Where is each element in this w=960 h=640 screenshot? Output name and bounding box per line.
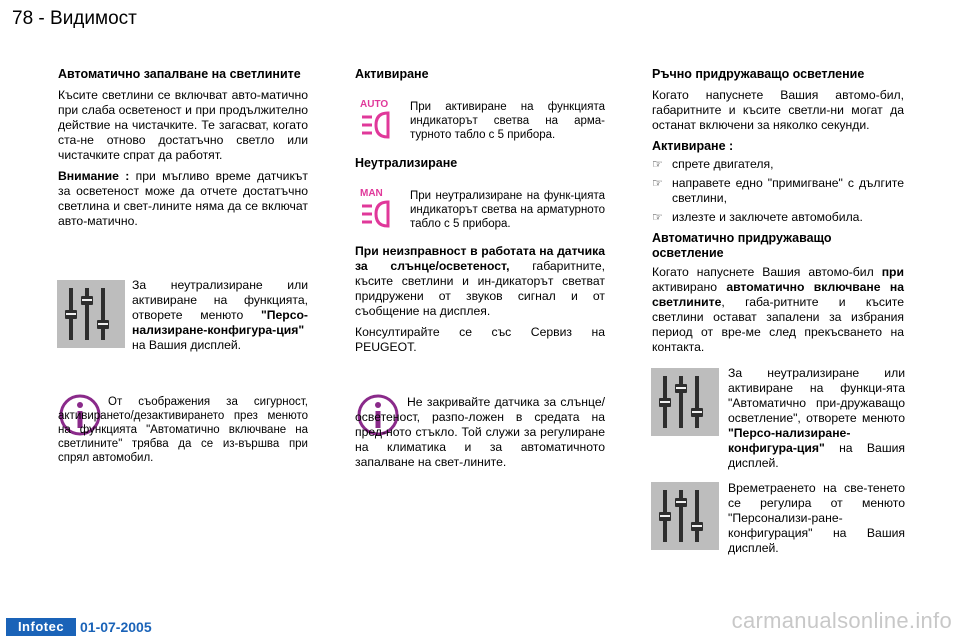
info-note-middle: [355, 395, 605, 470]
menu-text: За неутрализиране или активиране на функцията, отворете менюто: [132, 278, 308, 322]
auto-lighting-text: Късите светлини се включват авто-матично при слаба осветеност и при продължително действие на чистачките. Те загасват, когато ста-не отново достатъчно светло или чистачките спрат да работят.: [58, 88, 308, 162]
auto-escort-post: , габа-ритните и късите светлини остават запалени за избрания период от вре-ме след прекъсването на контакта.: [652, 295, 904, 354]
activation-heading: Активиране: [355, 67, 429, 81]
warning-label: Внимание :: [58, 169, 130, 183]
list-item: ☞ излезте и заключете автомобила.: [652, 210, 904, 225]
fault-text: габаритните, късите светлини и ин-дикаторът светват придружени от звуков сигнал и от съобщение на дисплея.: [355, 259, 605, 318]
menu-instruction-left: [132, 278, 308, 353]
fault-paragraph-block: [355, 244, 605, 355]
menu-text: За неутрализиране или активиране на функци-ята "Автоматично при-дружаващо осветление", отворете менюто: [728, 366, 905, 425]
warning-text: при мъгливо време датчикът за осветеност може да отчете достатъчно светлина и свет-лините няма да се включат авто-матично.: [58, 169, 308, 228]
menu-name: "Персо-нализиране-конфигура-ция": [132, 308, 308, 337]
warning-paragraph: [58, 169, 308, 229]
man-indicator-text: [410, 189, 605, 231]
auto-escort-heading: Автоматично придружаващо осветление: [652, 231, 832, 260]
duration-instruction: [728, 481, 905, 556]
neutralize-heading: Неутрализиране: [355, 156, 458, 170]
list-item: ☞ направете едно "примигване" с дългите светлини,: [652, 176, 904, 206]
menu-instruction-right: [728, 366, 905, 471]
list-item: ☞ спрете двигателя,: [652, 157, 904, 172]
auto-escort-text: [652, 265, 904, 355]
menu-name: "Персо-нализиране-конфигура-ция": [728, 426, 851, 455]
info-note-left: [58, 395, 308, 465]
footer-date: 01-07-2005: [80, 619, 152, 635]
watermark: carmanualsonline.info: [731, 608, 952, 633]
activation-steps-list: [652, 157, 904, 225]
man-indicator-paragraph: При неутрализиране на функ-цията индикаторът светва на арматурното табло с 5 прибора.: [410, 190, 605, 230]
auto-indicator-paragraph: При активиране на функцията индикаторът светва на арма-турното табло с 5 прибора.: [410, 101, 605, 141]
settings-sliders-icon: [651, 482, 719, 550]
auto-indicator-text: [410, 100, 605, 142]
manual-activation-heading: Активиране :: [652, 139, 734, 153]
duration-text: Времетраенето на све-тенето се регулира от менюто "Персонализи-ране-конфигурация" на Вашия дисплей.: [728, 481, 905, 555]
fault-bold: При неизправност в работата на датчика за слънце/осветеност,: [355, 244, 605, 273]
info-note-middle-text: Не закривайте датчика за слънце/осветеност, разпо-ложен в средата на пред-ното стъкло. Той служи за регулиране на климатика и за автоматичното запалване на свет-лините.: [355, 395, 605, 469]
settings-sliders-icon: [651, 368, 719, 436]
column-right: [652, 67, 904, 355]
info-note-left-text: От съображения за сигурност, активирането/дезактивирането през менюто на функцията "Автоматично включване на светлините" трябва да се из-вършва при спрял автомобил.: [58, 396, 308, 464]
auto-escort-mid: активирано: [652, 280, 727, 294]
menu-suffix: на Вашия дисплей.: [728, 441, 905, 470]
man-label: MAN: [360, 188, 383, 199]
auto-label: AUTO: [360, 99, 389, 110]
man-lamp-indicator-icon: [358, 186, 402, 230]
column-left: [58, 67, 308, 229]
auto-lamp-indicator-icon: [358, 97, 402, 141]
manual-escort-heading: Ръчно придружаващо осветление: [652, 67, 865, 81]
auto-escort-bold2: автоматично включване на светлините: [652, 280, 905, 309]
auto-escort-bold1: при: [881, 265, 904, 279]
consult-text: Консултирайте се със Сервиз на PEUGEOT.: [355, 325, 605, 354]
menu-suffix: на Вашия дисплей.: [132, 338, 242, 352]
infotec-logo: Infotec: [6, 618, 76, 636]
auto-lighting-heading: Автоматично запалване на светлините: [58, 67, 301, 81]
auto-escort-pre: Когато напуснете Вашия автомо-бил: [652, 265, 882, 279]
manual-escort-text: Когато напуснете Вашия автомо-бил, габаритните и късите светли-ни могат да останат включени за няколко секунди.: [652, 88, 904, 132]
page-title: 78 - Видимост: [12, 8, 137, 29]
settings-sliders-icon: [57, 280, 125, 348]
